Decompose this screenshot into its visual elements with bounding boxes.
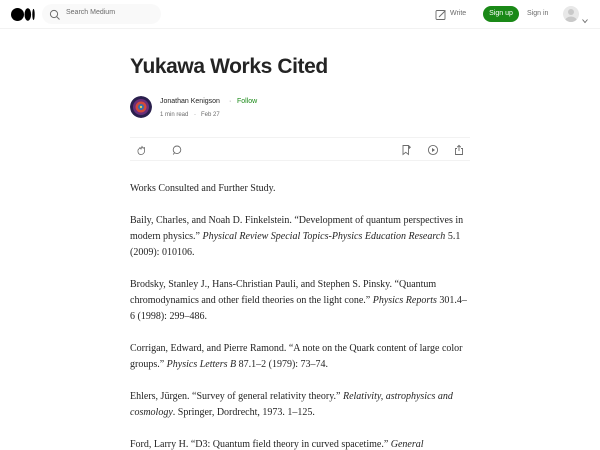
search-input[interactable]: Search Medium <box>66 9 116 16</box>
reference-entry: Baily, Charles, and Noah D. Finkelstein. “Development of quantum perspectives in modern physics.” Physical Review Special Topics-Physics Education Research 5.1 (2009): 010106. <box>130 215 464 258</box>
share-icon[interactable] <box>453 143 465 155</box>
search-icon <box>49 8 61 20</box>
user-avatar-icon[interactable] <box>563 6 579 22</box>
top-nav-bar <box>0 0 600 29</box>
write-icon <box>435 8 447 20</box>
reference-entry: Corrigan, Edward, and Pierre Ramond. “A note on the Quark content of large color groups.” Physics Letters B 87.1–2 (1979): 73–74. <box>130 343 463 370</box>
reference-entry: Ford, Larry H. “D3: Quantum field theory in curved spacetime.” General <box>130 439 424 450</box>
separator-dot: · <box>229 98 232 105</box>
read-time: 1 min read <box>160 112 189 118</box>
article-title: Yukawa Works Cited <box>130 55 328 78</box>
bookmark-icon[interactable] <box>400 143 412 155</box>
publish-date: Feb 27 <box>201 112 220 118</box>
clap-icon[interactable] <box>135 143 147 155</box>
listen-icon[interactable] <box>427 143 439 155</box>
comment-icon[interactable] <box>171 143 183 155</box>
journal-title: Physics Letters B <box>166 359 237 370</box>
journal-title: Physical Review Special Topics-Physics Education Research <box>202 231 446 242</box>
sign-in-link[interactable]: Sign in <box>527 10 549 17</box>
chevron-down-icon[interactable] <box>582 11 588 17</box>
article-body <box>130 181 470 450</box>
journal-title: Relativity, astrophysics and cosmology <box>130 391 453 418</box>
write-label: Write <box>450 10 467 17</box>
journal-title: General <box>390 439 424 450</box>
follow-button[interactable]: Follow <box>237 98 258 105</box>
author-avatar[interactable] <box>130 96 152 118</box>
article-action-bar <box>130 137 470 161</box>
separator-dot: · <box>194 112 196 118</box>
journal-title: Physics Reports <box>372 295 437 306</box>
author-name[interactable]: Jonathan Kenigson <box>160 98 220 105</box>
search-bar[interactable] <box>42 4 161 24</box>
reference-entry: Ehlers, Jürgen. “Survey of general relativity theory.” Relativity, astrophysics and cosmology. Springer, Dordrecht, 1973. 1–125. <box>130 391 453 418</box>
reference-entry: Brodsky, Stanley J., Hans-Christian Pauli, and Stephen S. Pinsky. “Quantum chromodynamics and other field theories on the light cone.” Physics Reports 301.4–6 (1998): 299–486. <box>130 279 467 322</box>
sign-up-button[interactable]: Sign up <box>483 6 519 22</box>
medium-logo-icon[interactable] <box>11 8 35 21</box>
intro-paragraph: Works Consulted and Further Study. <box>130 183 276 194</box>
